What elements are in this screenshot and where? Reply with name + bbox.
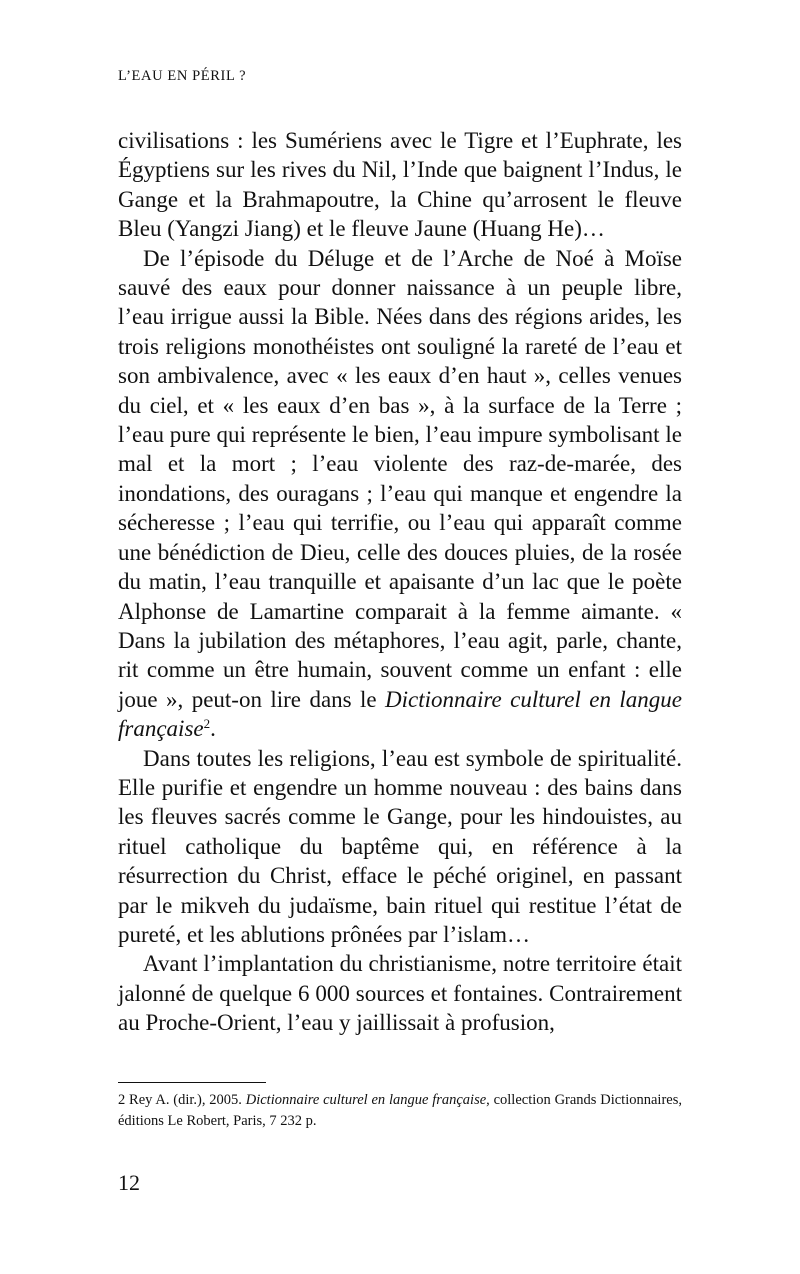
footnote bbox=[118, 1090, 682, 1132]
paragraph-2-text: De l’épisode du Déluge et de l’Arche de Noé à Moïse sauvé des eaux pour donner naissance à un peuple libre, l’eau irrigue aussi la Bible. Nées dans des régions arides, les trois religions monothéistes ont souligné la rareté de l’eau et son ambivalence, avec « les eaux d’en haut », celles venues du ciel, et « les eaux d’en bas », à la surface de la Terre ; l’eau pure qui représente le bien, l’eau impure symbolisant le mal et la mort ; l’eau violente des raz-de-marée, des inondations, des ouragans ; l’eau qui manque et engendre la sécheresse ; l’eau qui terrifie, ou l’eau qui apparaît comme une bénédiction de Dieu, celle des douces pluies, de la rosée du matin, l’eau tranquille et apaisante d’un lac que le poète Alphonse de Lamartine comparait à la femme aimante. « Dans la jubilation des métaphores, l’eau agit, parle, chante, rit comme un être humain, souvent comme un enfant : elle joue », peut-on lire dans le bbox=[118, 245, 682, 712]
paragraph-2 bbox=[118, 244, 682, 744]
paragraph-2-end: . bbox=[210, 716, 216, 742]
dictionary-title: Dictionnaire culturel en langue française bbox=[118, 686, 682, 742]
footnote-number: 2 bbox=[118, 1092, 126, 1108]
footnote-reference: 2 bbox=[203, 716, 211, 732]
running-head: L’EAU EN PÉRIL ? bbox=[118, 68, 247, 84]
footnote-text: Rey A. (dir.), 2005. bbox=[125, 1092, 246, 1108]
paragraph-3: Dans toutes les religions, l’eau est symbole de spiritualité. Elle purifie et engendre un homme nouveau : des bains dans les fleuves sacrés comme le Gange, pour les hindouistes, au rituel catholique du baptême qui, en référence à la résurrection du Christ, efface le péché originel, en passant par le mikveh du judaïsme, bain rituel qui restitue l’état de pureté, et les ablutions prônées par l’islam… bbox=[118, 745, 682, 947]
footnote-title: Dictionnaire culturel en langue française bbox=[245, 1092, 487, 1108]
paragraph-1: civilisations : les Sumériens avec le Tigre et l’Euphrate, les Égyptiens sur les rives du Nil, l’Inde que baignent l’Indus, le Gange et la Brahmapoutre, la Chine qu’arrosent le fleuve Bleu (Yangzi Jiang) et le fleuve Jaune (Huang He)… bbox=[118, 128, 682, 242]
paragraph-4: Avant l’implantation du christianisme, notre territoire était jalonné de quelque 6 000 sources et fontaines. Contrairement au Proche-Orient, l’eau y jaillissait à profusion, bbox=[118, 951, 682, 1036]
body-text bbox=[118, 126, 682, 1038]
footnote-divider bbox=[118, 1082, 266, 1083]
footnote-text-end: , collection Grands Dictionnaires, éditions Le Robert, Paris, 7 232 p. bbox=[118, 1092, 682, 1129]
page-number: 12 bbox=[118, 1170, 140, 1195]
